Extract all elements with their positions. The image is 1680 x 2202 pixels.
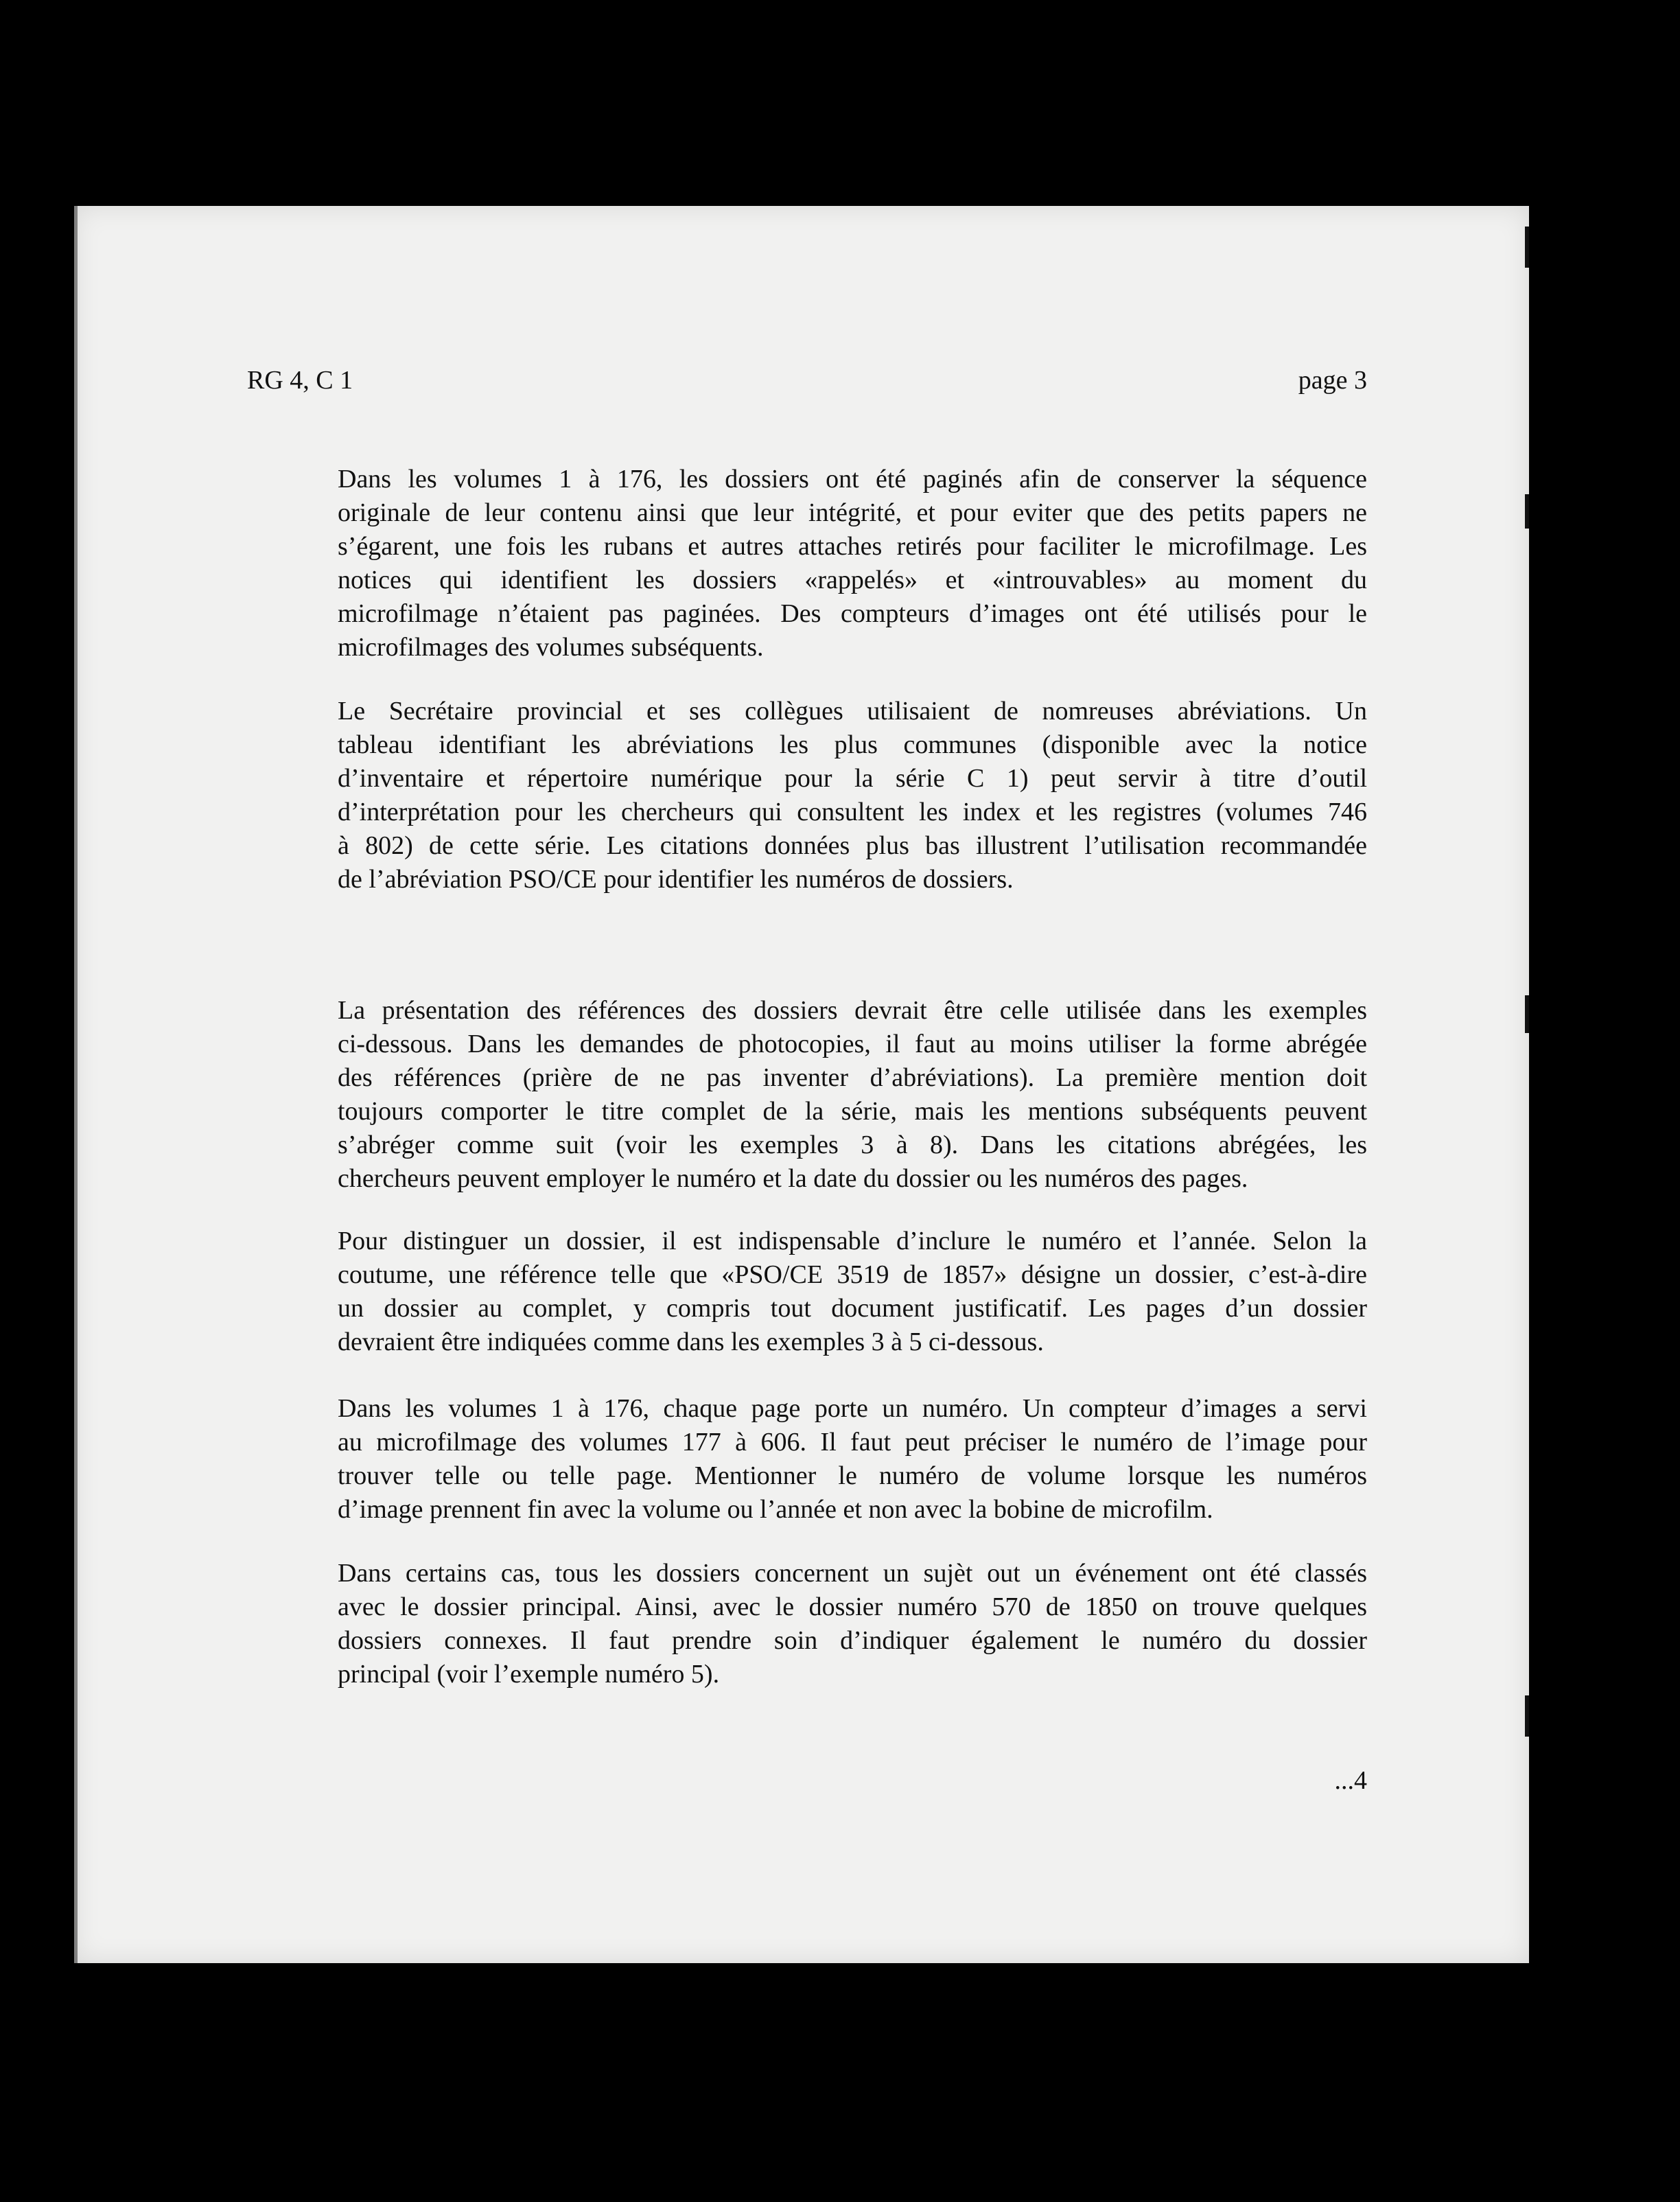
continuation-marker: ...4 — [1334, 1766, 1367, 1795]
paragraph-6 — [338, 1557, 1367, 1691]
page-number: page 3 — [1298, 366, 1367, 395]
document-page — [74, 206, 1529, 1963]
paragraph-3 — [338, 994, 1367, 1196]
text-line: trouver telle ou telle page. Mentionner le numéro de volume lorsque les numéros — [338, 1461, 1367, 1490]
text-line: d’interprétation pour les chercheurs qui consultent les index et les registres (volumes 746 — [338, 798, 1367, 826]
text-line: ci-dessous. Dans les demandes de photocopies, il faut au moins utiliser la forme abrégée — [338, 1030, 1367, 1058]
text-line: Pour distinguer un dossier, il est indispensable d’inclure le numéro et l’année. Selon la — [338, 1227, 1367, 1255]
text-line: de l’abréviation PSO/CE pour identifier les numéros de dossiers. — [338, 865, 1014, 894]
text-line: Le Secrétaire provincial et ses collègues utilisaient de nomreuses abréviations. Un — [338, 697, 1367, 726]
film-edge-mark — [1525, 494, 1529, 529]
text-line: à 802) de cette série. Les citations données plus bas illustrent l’utilisation recommandée — [338, 831, 1367, 860]
text-line: un dossier au complet, y compris tout document justificatif. Les pages d’un dossier — [338, 1294, 1367, 1323]
text-line: d’image prennent fin avec la volume ou l’année et non avec la bobine de microfilm. — [338, 1495, 1213, 1524]
text-line: tableau identifiant les abréviations les plus communes (disponible avec la notice — [338, 730, 1367, 759]
film-edge-mark — [1525, 227, 1529, 268]
text-line: devraient être indiquées comme dans les exemples 3 à 5 ci-dessous. — [338, 1328, 1044, 1356]
text-line: principal (voir l’exemple numéro 5). — [338, 1660, 720, 1689]
paragraph-4 — [338, 1225, 1367, 1359]
text-line: toujours comporter le titre complet de la série, mais les mentions subséquents peuvent — [338, 1097, 1367, 1126]
text-line: avec le dossier principal. Ainsi, avec le dossier numéro 570 de 1850 on trouve quelques — [338, 1592, 1367, 1621]
paragraph-5 — [338, 1392, 1367, 1527]
text-line: s’égarent, une fois les rubans et autres attaches retirés pour faciliter le microfilmage. Les — [338, 532, 1367, 561]
paragraph-1 — [338, 463, 1367, 664]
text-line: s’abréger comme suit (voir les exemples 3 à 8). Dans les citations abrégées, les — [338, 1131, 1367, 1159]
text-line: notices qui identifient les dossiers «rappelés» et «introuvables» au moment du — [338, 566, 1367, 594]
text-line: chercheurs peuvent employer le numéro et la date du dossier ou les numéros des pages. — [338, 1164, 1248, 1193]
text-line: La présentation des références des dossiers devrait être celle utilisée dans les exemples — [338, 996, 1367, 1025]
series-reference: RG 4, C 1 — [247, 366, 353, 395]
text-line: microfilmage n’étaient pas paginées. Des compteurs d’images ont été utilisés pour le — [338, 599, 1367, 628]
paragraph-2 — [338, 695, 1367, 896]
text-line: des références (prière de ne pas inventer d’abréviations). La première mention doit — [338, 1063, 1367, 1092]
text-line: d’inventaire et répertoire numérique pour la série C 1) peut servir à titre d’outil — [338, 764, 1367, 793]
film-edge-mark — [1525, 1695, 1529, 1737]
text-line: Dans les volumes 1 à 176, les dossiers ont été paginés afin de conserver la séquence — [338, 465, 1367, 494]
film-edge-mark — [1525, 995, 1529, 1033]
text-line: originale de leur contenu ainsi que leur intégrité, et pour eviter que des petits papers ne — [338, 498, 1367, 527]
text-line: au microfilmage des volumes 177 à 606. Il faut peut préciser le numéro de l’image pour — [338, 1428, 1367, 1457]
text-line: coutume, une référence telle que «PSO/CE 3519 de 1857» désigne un dossier, c’est-à-dire — [338, 1260, 1367, 1289]
text-line: Dans les volumes 1 à 176, chaque page porte un numéro. Un compteur d’images a servi — [338, 1394, 1367, 1423]
text-line: dossiers connexes. Il faut prendre soin d’indiquer également le numéro du dossier — [338, 1626, 1367, 1655]
text-line: microfilmages des volumes subséquents. — [338, 633, 764, 662]
text-line: Dans certains cas, tous les dossiers concernent un sujèt out un événement ont été classés — [338, 1559, 1367, 1588]
